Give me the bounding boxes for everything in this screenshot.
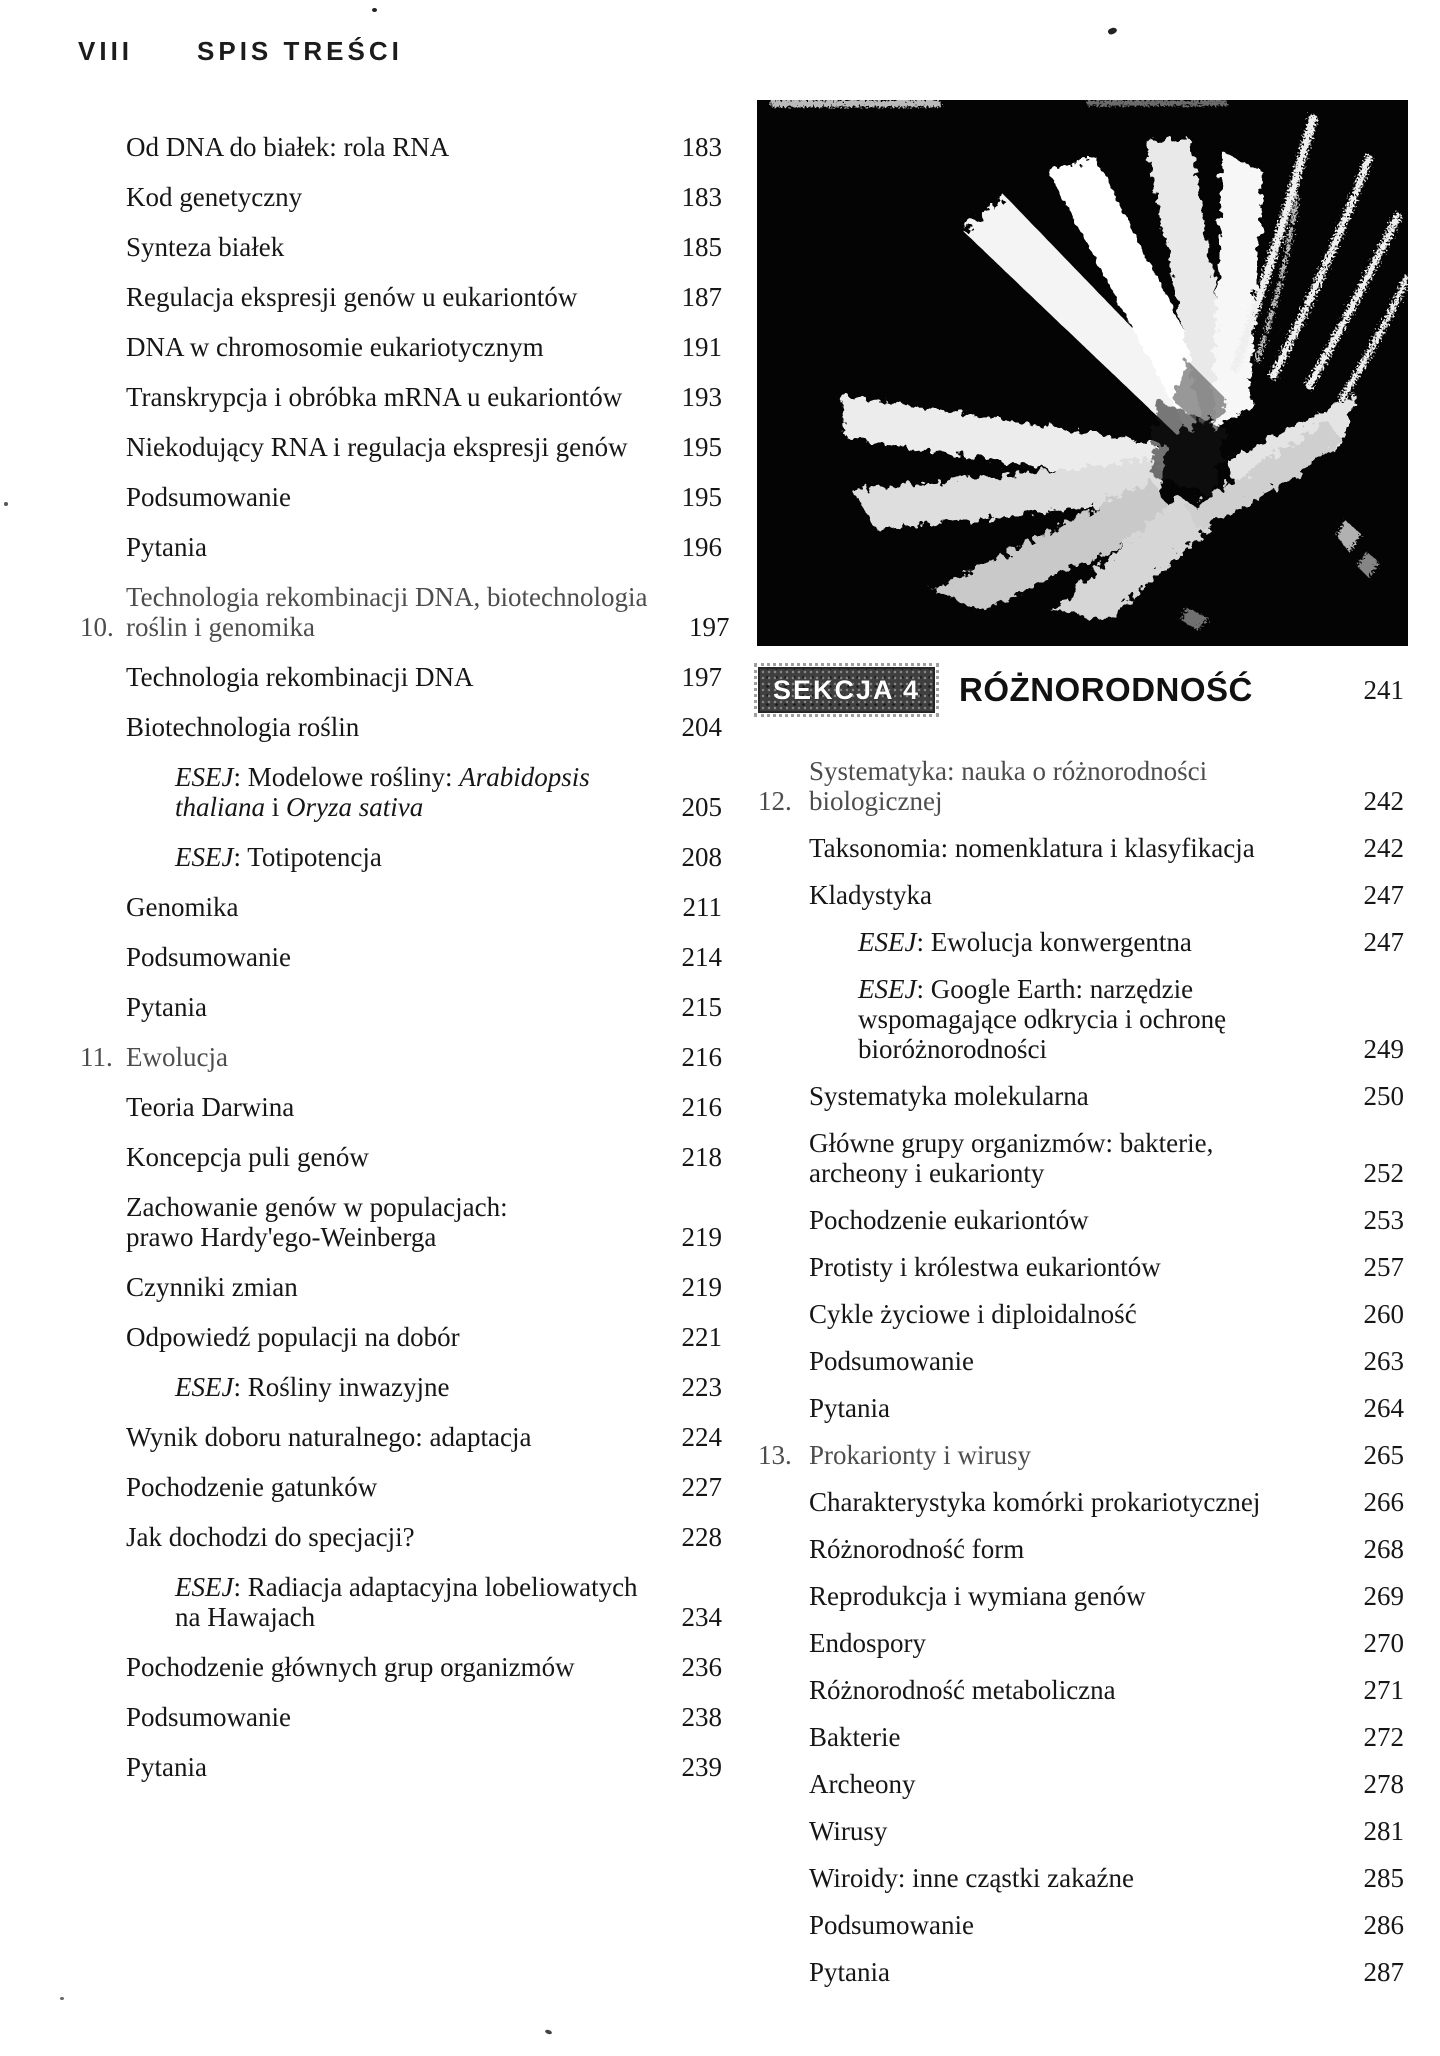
toc-entry xyxy=(80,1322,722,1352)
toc-entry xyxy=(80,1422,722,1452)
entry-page: 249 xyxy=(1363,1034,1404,1064)
chapter-number: 11. xyxy=(80,1042,113,1072)
entry-page: 208 xyxy=(681,842,722,872)
entry-page: 215 xyxy=(681,992,722,1022)
toc-entry xyxy=(758,833,1404,863)
entry-title: Wynik doboru naturalnego: adaptacja xyxy=(126,1422,532,1452)
toc-entry xyxy=(80,662,722,692)
entry-title: Ewolucja xyxy=(126,1042,228,1072)
entry-page: 196 xyxy=(681,532,722,562)
entry-title: ESEJ: Google Earth: narzędzie wspomagające odkrycia i ochronę bioróżnorodności xyxy=(858,974,1227,1064)
entry-title: Endospory xyxy=(809,1628,926,1658)
toc-entry xyxy=(80,1522,722,1552)
entry-title: Pytania xyxy=(126,992,207,1022)
entry-page: 239 xyxy=(681,1752,722,1782)
page-number-roman: VIII xyxy=(78,36,134,66)
entry-title: Prokarionty i wirusy xyxy=(809,1440,1031,1470)
entry-title: ESEJ: Radiacja adaptacyjna lobeliowatych na Hawajach xyxy=(175,1572,638,1632)
entry-title: ESEJ: Modelowe rośliny: Arabidopsis thaliana i Oryza sativa xyxy=(175,762,590,822)
entry-page: 236 xyxy=(681,1652,722,1682)
entry-title: Synteza białek xyxy=(126,232,285,262)
entry-title: Pytania xyxy=(126,1752,207,1782)
toc-entry xyxy=(80,1372,722,1402)
toc-entry xyxy=(758,1957,1404,1987)
entry-page: 242 xyxy=(1363,786,1404,816)
entry-page: 197 xyxy=(688,612,730,642)
entry-page: 260 xyxy=(1363,1299,1404,1329)
entry-page: 253 xyxy=(1363,1205,1404,1235)
entry-title: Pytania xyxy=(126,532,207,562)
entry-page: 221 xyxy=(681,1322,722,1352)
entry-title: Pochodzenie gatunków xyxy=(126,1472,378,1502)
page-title: SPIS TREŚCI xyxy=(197,36,403,66)
toc-entry xyxy=(80,942,722,972)
entry-page: 211 xyxy=(682,892,722,922)
toc-entry xyxy=(80,332,722,362)
entry-page: 252 xyxy=(1363,1158,1404,1188)
entry-title: Teoria Darwina xyxy=(126,1092,295,1122)
entry-page: 271 xyxy=(1363,1675,1404,1705)
toc-entry xyxy=(80,1092,722,1122)
toc-right-column xyxy=(758,664,1404,2004)
entry-title: Transkrypcja i obróbka mRNA u eukariontów xyxy=(126,382,623,412)
entry-title: Wiroidy: inne cząstki zakaźne xyxy=(809,1863,1135,1893)
entry-title: Podsumowanie xyxy=(126,482,291,512)
entry-title: Od DNA do białek: rola RNA xyxy=(126,132,450,162)
scan-artifact xyxy=(4,502,8,506)
entry-title: Systematyka molekularna xyxy=(809,1081,1089,1111)
toc-entry xyxy=(80,132,722,162)
entry-page: 185 xyxy=(681,232,722,262)
entry-title: Jak dochodzi do specjacji? xyxy=(126,1522,415,1552)
scan-artifact xyxy=(545,2029,553,2035)
entry-title: DNA w chromosomie eukariotycznym xyxy=(126,332,544,362)
entry-page: 265 xyxy=(1363,1440,1404,1470)
entry-page: 286 xyxy=(1363,1910,1404,1940)
entry-title: Pochodzenie eukariontów xyxy=(809,1205,1089,1235)
entry-title: Różnorodność form xyxy=(809,1534,1025,1564)
toc-entry xyxy=(758,1346,1404,1376)
toc-entry xyxy=(758,880,1404,910)
chapter-number: 12. xyxy=(758,786,792,816)
entry-title: ESEJ: Totipotencja xyxy=(175,842,382,872)
toc-entry xyxy=(80,1142,722,1172)
entry-title: Technologia rekombinacji DNA, biotechnologia roślin i genomika xyxy=(126,582,648,642)
entry-page: 285 xyxy=(1363,1863,1404,1893)
entry-title: Technologia rekombinacji DNA xyxy=(126,662,474,692)
entry-page: 195 xyxy=(681,482,722,512)
toc-left-column xyxy=(80,132,730,1802)
chapter-number: 10. xyxy=(80,612,114,642)
toc-entry xyxy=(758,756,1404,816)
toc-entry xyxy=(758,1393,1404,1423)
entry-page: 247 xyxy=(1363,880,1404,910)
entry-title: Koncepcja puli genów xyxy=(126,1142,369,1172)
toc-entry xyxy=(758,1299,1404,1329)
entry-title: Regulacja ekspresji genów u eukariontów xyxy=(126,282,578,312)
entry-title: Taksonomia: nomenklatura i klasyfikacja xyxy=(809,833,1255,863)
toc-entry xyxy=(758,1581,1404,1611)
entry-page: 264 xyxy=(1363,1393,1404,1423)
entry-page: 250 xyxy=(1363,1081,1404,1111)
entry-page: 183 xyxy=(681,182,722,212)
scan-artifact xyxy=(1107,26,1118,35)
toc-entry xyxy=(80,182,722,212)
toc-entry xyxy=(758,1722,1404,1752)
entry-page: 183 xyxy=(681,132,722,162)
entry-page: 234 xyxy=(681,1602,722,1632)
toc-entry xyxy=(80,532,722,562)
entry-title: Pytania xyxy=(809,1957,890,1987)
entry-title: Podsumowanie xyxy=(126,942,291,972)
toc-entry xyxy=(80,432,722,462)
toc-entry xyxy=(80,1272,722,1302)
entry-title: Podsumowanie xyxy=(809,1910,974,1940)
toc-entry xyxy=(80,712,722,742)
toc-entry xyxy=(80,232,722,262)
flower-photo xyxy=(757,100,1408,646)
scan-artifact xyxy=(372,8,377,12)
toc-entry xyxy=(80,282,722,312)
entry-page: 214 xyxy=(681,942,722,972)
entry-page: 224 xyxy=(681,1422,722,1452)
entry-page: 270 xyxy=(1363,1628,1404,1658)
entry-page: 204 xyxy=(681,712,722,742)
toc-entry xyxy=(80,762,722,822)
entry-page: 272 xyxy=(1363,1722,1404,1752)
entry-title: Cykle życiowe i diploidalność xyxy=(809,1299,1137,1329)
entry-page: 257 xyxy=(1363,1252,1404,1282)
entry-title: Systematyka: nauka o różnorodności biologicznej xyxy=(809,756,1208,816)
entry-page: 268 xyxy=(1363,1534,1404,1564)
toc-entry xyxy=(80,1752,722,1782)
running-head xyxy=(78,36,403,67)
toc-entry xyxy=(80,892,722,922)
toc-entry xyxy=(80,1652,722,1682)
toc-entry xyxy=(758,1128,1404,1188)
entry-page: 216 xyxy=(681,1092,722,1122)
entry-page: 219 xyxy=(681,1222,722,1252)
entry-page: 263 xyxy=(1363,1346,1404,1376)
section-badge: SEKCJA 4 xyxy=(758,667,935,713)
entry-title: ESEJ: Rośliny inwazyjne xyxy=(175,1372,450,1402)
entry-page: 281 xyxy=(1363,1816,1404,1846)
entry-page: 218 xyxy=(681,1142,722,1172)
entry-page: 197 xyxy=(681,662,722,692)
entry-page: 242 xyxy=(1363,833,1404,863)
toc-entry xyxy=(758,974,1404,1064)
toc-entry xyxy=(758,1769,1404,1799)
section-page: 241 xyxy=(1363,674,1404,705)
entry-title: Pytania xyxy=(809,1393,890,1423)
entry-title: Kladystyka xyxy=(809,880,932,910)
entry-title: Kod genetyczny xyxy=(126,182,303,212)
entry-page: 195 xyxy=(681,432,722,462)
section-header xyxy=(758,664,1404,716)
toc-entry xyxy=(80,1572,722,1632)
toc-entry xyxy=(80,1472,722,1502)
entry-title: Archeony xyxy=(809,1769,916,1799)
entry-page: 193 xyxy=(681,382,722,412)
entry-title: Niekodujący RNA i regulacja ekspresji genów xyxy=(126,432,628,462)
entry-page: 205 xyxy=(681,792,722,822)
entry-title: Biotechnologia roślin xyxy=(126,712,360,742)
entry-title: Czynniki zmian xyxy=(126,1272,298,1302)
entry-title: Genomika xyxy=(126,892,239,922)
entry-title: Protisty i królestwa eukariontów xyxy=(809,1252,1161,1282)
toc-entry xyxy=(80,1192,722,1252)
toc-entry xyxy=(80,582,730,642)
entry-page: 266 xyxy=(1363,1487,1404,1517)
entry-page: 278 xyxy=(1363,1769,1404,1799)
toc-entry xyxy=(758,927,1404,957)
section-title: RÓŻNORODNOŚĆ xyxy=(959,671,1253,708)
entry-title: Reprodukcja i wymiana genów xyxy=(809,1581,1146,1611)
toc-entry xyxy=(758,1487,1404,1517)
toc-entry xyxy=(758,1675,1404,1705)
scan-artifact xyxy=(60,1997,64,2000)
entry-page: 223 xyxy=(681,1372,722,1402)
toc-entry xyxy=(758,1628,1404,1658)
entry-page: 219 xyxy=(681,1272,722,1302)
entry-title: Różnorodność metaboliczna xyxy=(809,1675,1116,1705)
toc-entry xyxy=(80,992,722,1022)
entry-page: 228 xyxy=(681,1522,722,1552)
chapter-number: 13. xyxy=(758,1440,792,1470)
toc-entry xyxy=(758,1440,1404,1470)
toc-entry xyxy=(80,1042,722,1072)
entry-title: Charakterystyka komórki prokariotycznej xyxy=(809,1487,1261,1517)
entry-title: ESEJ: Ewolucja konwergentna xyxy=(858,927,1192,957)
entry-page: 191 xyxy=(681,332,722,362)
entry-title: Odpowiedź populacji na dobór xyxy=(126,1322,460,1352)
toc-entry xyxy=(758,1816,1404,1846)
entry-title: Bakterie xyxy=(809,1722,901,1752)
entry-page: 287 xyxy=(1363,1957,1404,1987)
toc-entry xyxy=(758,1081,1404,1111)
toc-entry xyxy=(758,1534,1404,1564)
entry-page: 238 xyxy=(681,1702,722,1732)
entry-page: 216 xyxy=(681,1042,722,1072)
toc-entry xyxy=(758,1910,1404,1940)
entry-title: Zachowanie genów w populacjach: prawo Hardy'ego-Weinberga xyxy=(126,1192,508,1252)
entry-page: 187 xyxy=(681,282,722,312)
toc-right-entries xyxy=(758,756,1404,1987)
toc-entry xyxy=(758,1252,1404,1282)
toc-entry xyxy=(80,1702,722,1732)
entry-page: 247 xyxy=(1363,927,1404,957)
toc-entry xyxy=(80,382,722,412)
toc-entry xyxy=(80,482,722,512)
toc-entry xyxy=(80,842,722,872)
entry-title: Wirusy xyxy=(809,1816,888,1846)
entry-page: 269 xyxy=(1363,1581,1404,1611)
entry-title: Podsumowanie xyxy=(809,1346,974,1376)
entry-title: Główne grupy organizmów: bakterie, archeony i eukarionty xyxy=(809,1128,1214,1188)
entry-title: Pochodzenie głównych grup organizmów xyxy=(126,1652,575,1682)
toc-entry xyxy=(758,1863,1404,1893)
toc-entry xyxy=(758,1205,1404,1235)
entry-title: Podsumowanie xyxy=(126,1702,291,1732)
entry-page: 227 xyxy=(681,1472,722,1502)
